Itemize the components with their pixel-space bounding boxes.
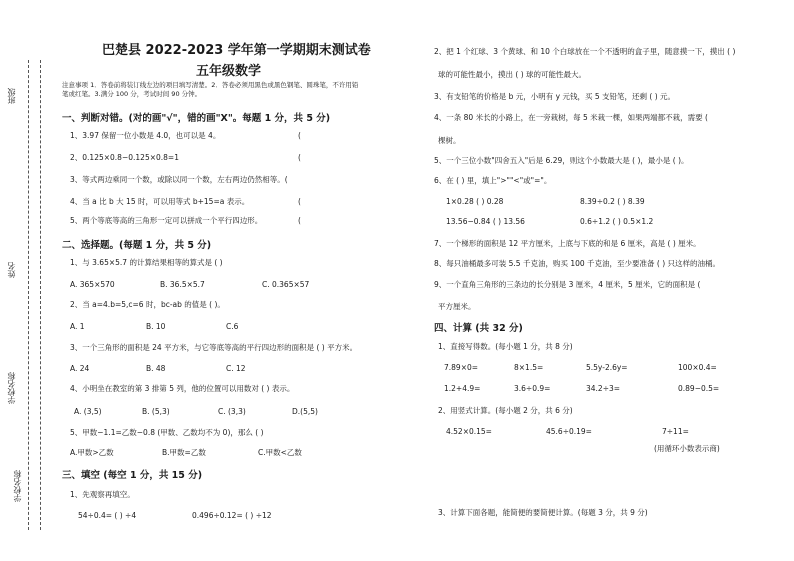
s2-q2-option-c[interactable]: C.6 xyxy=(226,322,239,331)
s1-q5: 5、两个等底等高的三角形一定可以拼成一个平行四边形。 xyxy=(70,216,263,225)
s2-q3-option-b[interactable]: B. 48 xyxy=(146,364,166,373)
oral-calc-4[interactable]: 100×0.4= xyxy=(678,363,717,372)
s1-q2: 2、0.125×0.8−0.125×0.8=1 xyxy=(70,153,179,162)
fill-q6-compare-2[interactable]: 8.39÷0.2 ( ) 8.39 xyxy=(580,197,645,206)
fill-q6-compare-4[interactable]: 0.6÷1.2 ( ) 0.5×1.2 xyxy=(580,217,654,226)
oral-calc-8[interactable]: 0.89−0.5= xyxy=(678,384,720,393)
s3-q1-item-2[interactable]: 0.496÷0.12= ( ) ÷12 xyxy=(192,511,272,520)
class-label: 班级 xyxy=(7,88,16,104)
school-name-label: 学校名称 xyxy=(7,372,16,404)
s2-q5-option-b[interactable]: B.甲数=乙数 xyxy=(162,448,206,457)
s2-q3-option-c[interactable]: C. 12 xyxy=(226,364,246,373)
s3-q1: 1、先观察再填空。 xyxy=(70,490,135,499)
vertical-calc-1[interactable]: 4.52×0.15= xyxy=(446,427,492,436)
fill-q5: 5、一个三位小数"四舍五入"后是 6.29，则这个小数最大是 ( )，最小是 ( )。 xyxy=(434,156,689,165)
s2-q5: 5、甲数−1.1=乙数−0.8 (甲数、乙数均不为 0)，那么 ( ) xyxy=(70,428,264,437)
fill-q2: 2、把 1 个红球、3 个黄球、和 10 个白球放在一个不透明的盒子里，随意摸一下，摸出 ( ) xyxy=(434,47,736,56)
s4-q1: 1、直接写得数。(每小题 1 分，共 8 分) xyxy=(438,342,573,351)
s2-q5-option-c[interactable]: C.甲数<乙数 xyxy=(258,448,302,457)
s2-q4-option-c[interactable]: C. (3,3) xyxy=(218,407,246,416)
notes-line-2: 笔或红笔。3.满分 100 分，考试时间 90 分钟。 xyxy=(62,90,202,98)
s1-q1-answer[interactable]: ( xyxy=(298,131,301,140)
s2-q3-option-a[interactable]: A. 24 xyxy=(70,364,90,373)
section-3-title: 三、填空 (每空 1 分，共 15 分) xyxy=(62,470,203,481)
oral-calc-2[interactable]: 8×1.5= xyxy=(514,363,544,372)
oral-calc-7[interactable]: 34.2÷3= xyxy=(586,384,621,393)
binding-line-outer xyxy=(28,60,29,530)
binding-line-inner xyxy=(40,60,41,530)
vertical-calc-2[interactable]: 45.6÷0.19= xyxy=(546,427,592,436)
exam-notes xyxy=(62,81,412,99)
s4-q3: 3、计算下面各题，能简便的要简便计算。(每题 3 分，共 9 分) xyxy=(438,508,648,517)
fill-q9: 9、一个直角三角形的三条边的长分别是 3 厘米，4 厘米，5 厘米，它的面积是 ( xyxy=(434,280,701,289)
s2-q1-option-c[interactable]: C. 0.365×57 xyxy=(262,280,310,289)
fill-q7: 7、一个梯形的面积是 12 平方厘米，上底与下底的和是 6 厘米，高是 ( ) 厘米。 xyxy=(434,239,701,248)
school-label: 学校名称 xyxy=(13,470,22,502)
s4-q2: 2、用竖式计算。(每小题 2 分，共 6 分) xyxy=(438,406,573,415)
fill-q3: 3、有支铅笔的价格是 b 元，小明有 y 元钱，买 5 支铅笔，还剩 ( ) 元。 xyxy=(434,92,676,101)
s2-q2: 2、当 a=4.b=5,c=6 时，bc-ab 的值是 ( )。 xyxy=(70,300,225,309)
fill-q6-compare-3[interactable]: 13.56−0.84 ( ) 13.56 xyxy=(446,217,525,226)
s2-q5-option-a[interactable]: A.甲数>乙数 xyxy=(70,448,114,457)
notes-line-1: 注意事项 1．答卷前将装订线左边的项目填写清楚。2．答卷必须用黑色或黑色钢笔、圆珠笔，不许用铅 xyxy=(62,81,359,89)
section-4-title: 四、计算 (共 32 分) xyxy=(434,323,523,334)
fill-q9-cont: 平方厘米。 xyxy=(438,302,476,311)
binding-margin xyxy=(0,0,56,561)
s1-q5-answer[interactable]: ( xyxy=(298,216,301,225)
fill-q6-compare-1[interactable]: 1×0.28 ( ) 0.28 xyxy=(446,197,504,206)
fill-q6: 6、在 ( ) 里，填上">""<"或"="。 xyxy=(434,176,552,185)
s2-q1-option-b[interactable]: B. 36.5×5.7 xyxy=(160,280,205,289)
section-1-title: 一、判断对错。(对的画"√"，错的画"X"。每题 1 分，共 5 分) xyxy=(62,113,331,124)
oral-calc-3[interactable]: 5.5y-2.6y= xyxy=(586,363,628,372)
exam-subtitle: 五年级数学 xyxy=(196,64,262,79)
s1-q2-answer[interactable]: ( xyxy=(298,153,301,162)
s1-q3: 3、等式两边乘同一个数，或除以同一个数，左右两边仍然相等。( xyxy=(70,175,288,184)
s2-q1: 1、与 3.65×5.7 的计算结果相等的算式是 ( ) xyxy=(70,258,223,267)
repeating-decimal-note: (用循环小数表示商) xyxy=(654,444,720,453)
fill-q2-cont: 球的可能性最小，摸出 ( ) 球的可能性最大。 xyxy=(438,70,587,79)
oral-calc-5[interactable]: 1.2+4.9= xyxy=(444,384,481,393)
oral-calc-6[interactable]: 3.6÷0.9= xyxy=(514,384,551,393)
s3-q1-item-1[interactable]: 54÷0.4= ( ) ÷4 xyxy=(78,511,137,520)
vertical-calc-3[interactable]: 7÷11= xyxy=(662,427,689,436)
exam-title: 巴楚县 2022-2023 学年第一学期期末测试卷 xyxy=(102,43,371,58)
oral-calc-1[interactable]: 7.89×0= xyxy=(444,363,479,372)
s2-q2-option-b[interactable]: B. 10 xyxy=(146,322,166,331)
s1-q1: 1、3.97 保留一位小数是 4.0，也可以是 4。 xyxy=(70,131,221,140)
s2-q4-option-b[interactable]: B. (5,3) xyxy=(142,407,170,416)
fill-q8: 8、每只油桶最多可装 5.5 千克油，购买 100 千克油，至少要准备 ( ) 只这样的油桶。 xyxy=(434,259,721,268)
name-label: 姓名 xyxy=(7,262,16,278)
s2-q2-option-a[interactable]: A. 1 xyxy=(70,322,85,331)
fill-q4-cont: 棵树。 xyxy=(438,136,461,145)
s1-q4-answer[interactable]: ( xyxy=(298,197,301,206)
s2-q4-option-a[interactable]: A. (3,5) xyxy=(74,407,102,416)
s2-q4: 4、小明坐在教室的第 3 排第 5 列，他的位置可以用数对 ( ) 表示。 xyxy=(70,384,295,393)
s2-q3: 3、一个三角形的面积是 24 平方米，与它等底等高的平行四边形的面积是 ( ) 平方米。 xyxy=(70,343,358,352)
s2-q1-option-a[interactable]: A. 365×570 xyxy=(70,280,115,289)
s1-q4: 4、当 a 比 b 大 15 时，可以用等式 b+15=a 表示。 xyxy=(70,197,250,206)
s2-q4-option-d[interactable]: D.(5,5) xyxy=(292,407,318,416)
section-2-title: 二、选择题。(每题 1 分，共 5 分) xyxy=(62,240,212,251)
fill-q4: 4、一条 80 米长的小路上，在一旁栽树，每 5 米栽一棵，如果两端都不栽，需要 ( xyxy=(434,113,708,122)
